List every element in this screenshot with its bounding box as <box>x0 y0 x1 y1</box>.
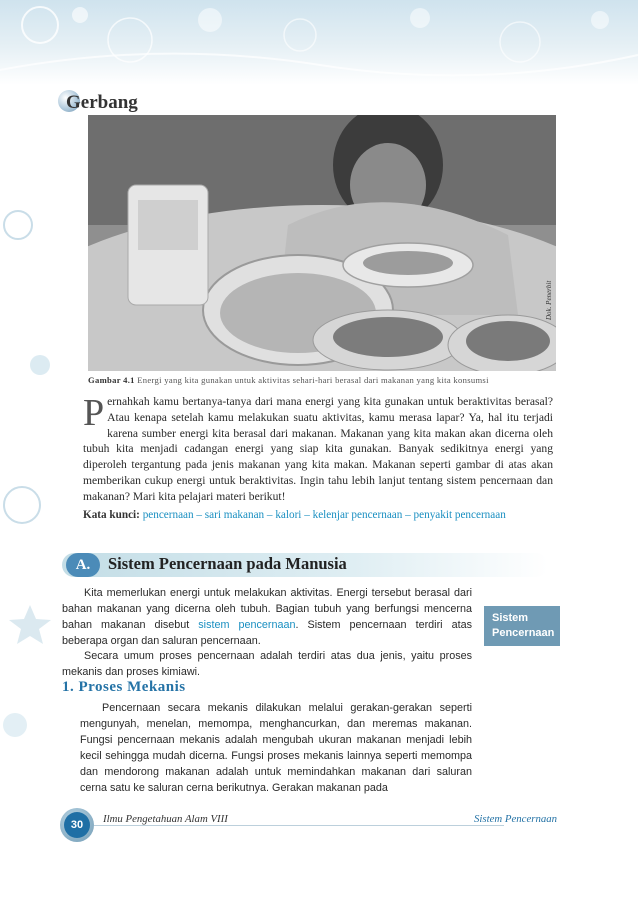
paragraph-1-highlight: sistem pencernaan <box>198 619 296 631</box>
keywords-text: pencernaan – sari makanan – kalori – kelenjar pencernaan – penyakit pencernaan <box>142 509 506 521</box>
keywords-label: Kata kunci: <box>83 509 140 521</box>
side-decoration <box>0 85 70 805</box>
paragraph-3: Pencernaan secara mekanis dilakukan melalui gerakan-gerakan seperti mengunyah, menelan, memompa, menghancurkan, dan meremas makanan. Fungsi pencernaan mekanis adalah mengubah ukuran makanan menjadi lebih kecil sehingga mudah dicerna. Fungsi proses mekanis lainnya seperti memompa dan mendorong makanan adalah untuk memindahkan makanan dari saluran cerna satu ke saluran cerna berikutnya. Gerakan makanan pada <box>80 702 472 794</box>
bubble-pattern-icon <box>0 0 638 85</box>
section-title: Sistem Pencernaan pada Manusia <box>108 554 347 573</box>
page-number: 30 <box>64 812 90 838</box>
caption-text: Energi yang kita gunakan untuk aktivitas sehari-hari berasal dari makanan yang kita konsumsi <box>137 375 489 385</box>
footer-book-title: Ilmu Pengetahuan Alam VIII <box>103 813 228 825</box>
footer-chapter: Sistem Pencernaan <box>474 813 558 825</box>
footer-divider <box>94 825 504 826</box>
section-letter: A. <box>66 553 100 577</box>
side-note-line2: Pencernaan <box>492 627 555 639</box>
figure-caption <box>88 375 489 385</box>
paragraph-1 <box>62 585 472 649</box>
header-decoration <box>0 0 638 85</box>
drop-cap: P <box>83 392 105 434</box>
subsection-title: 1. Proses Mekanis <box>62 679 186 695</box>
intro-text: ernahkah kamu bertanya-tanya dari mana energi yang kita gunakan untuk beraktivitas berasal? Atau kenapa setelah kamu melakukan suatu aktivitas, kamu merasa lapar? Ya, hal itu terjadi karena sumber energi kita berasal dari makanan. Makanan yang kita makan akan dicerna oleh tubuh kita menjadi cadangan energi yang siap kita gunakan. Banyak sedikitnya energi yang diperoleh tergantung pada jenis makanan yang kita makan. Makanan seperti gambar di atas akan memberikan cukup energi untuk beraktivitas. Ingin tahu lebih lanjut tentang sistem pencernaan dan makanan? Mari kita pelajari materi berikut! <box>83 395 553 503</box>
paragraph-1-before: Kita memerlukan energi untuk melakukan aktivitas. Energi tersebut berasal dari bahan makanan yang dicerna oleh tubuh. Bagian tubuh yang berfungsi mencerna bahan makanan disebut <box>62 587 472 631</box>
paragraph-1-after: . Sistem pencernaan terdiri atas beberapa organ dan saluran pencernaan. <box>62 619 472 647</box>
page-title: Gerbang <box>66 92 138 113</box>
figure-photo <box>88 115 556 371</box>
intro-paragraph <box>83 394 553 505</box>
paragraph-2: Secara umum proses pencernaan adalah terdiri atas dua jenis, yaitu proses mekanis dan proses kimiawi. <box>62 650 472 678</box>
side-note-box <box>484 606 560 646</box>
caption-label: Gambar 4.1 <box>88 375 135 385</box>
side-note-line1: Sistem <box>492 612 529 624</box>
keywords-line <box>83 509 506 521</box>
photo-illustration <box>88 115 556 371</box>
photo-credit: Dok. Penerbit <box>545 280 553 320</box>
